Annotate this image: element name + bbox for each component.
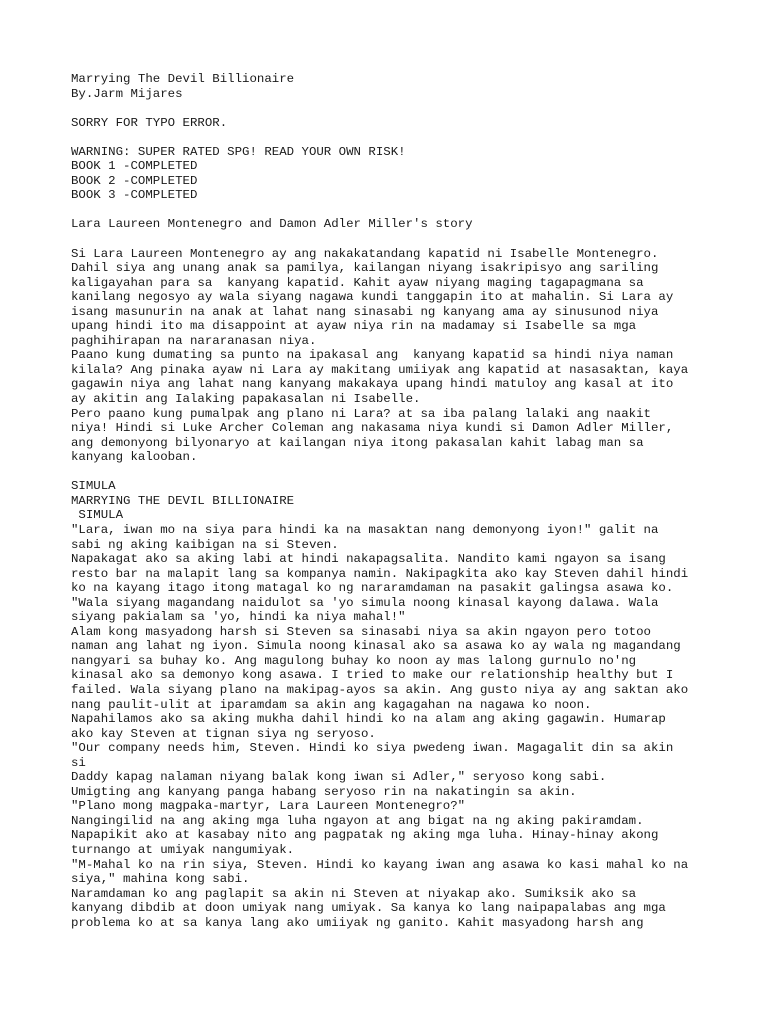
text-line: isang masunurin na anak at lahat nang sinasabi ng kanyang ama ay sinusunod niya xyxy=(71,304,659,319)
text-line: Dahil siya ang unang anak sa pamilya, kailangan niyang isakripisyo ang sariling xyxy=(71,261,659,276)
text-line: si xyxy=(71,755,86,770)
text-line: "Wala siyang magandang naidulot sa 'yo simula noong kinasal kayong dalawa. Wala xyxy=(71,595,659,610)
text-line: SIMULA xyxy=(71,479,116,494)
text-line: Pero paano kung pumalpak ang plano ni Lara? at sa iba palang lalaki ang naakit xyxy=(71,406,651,421)
text-line: By.Jarm Mijares xyxy=(71,86,183,101)
text-line: Naramdaman ko ang paglapit sa akin ni Steven at niyakap ako. Sumiksik ako sa xyxy=(71,886,637,901)
text-line: Si Lara Laureen Montenegro ay ang nakakatandang kapatid ni Isabelle Montenegro. xyxy=(71,246,659,261)
text-line: BOOK 3 -COMPLETED xyxy=(71,188,198,203)
text-line: kaligayahan para sa kanyang kapatid. Kahit ayaw niyang maging tagapagmana sa xyxy=(71,275,644,290)
text-line: Marrying The Devil Billionaire xyxy=(71,72,295,86)
text-line: Nangingilid na ang aking mga luha ngayon at ang bigat na ng aking pakiramdam. xyxy=(71,813,644,828)
text-line: BOOK 1 -COMPLETED xyxy=(71,159,198,174)
text-line: nang paulit-ulit at iparamdam sa akin ang kagagahan na nagawa ko noon. xyxy=(71,697,592,712)
blank-line xyxy=(71,232,711,247)
text-line: "Lara, iwan mo na siya para hindi ka na masaktan nang demonyong iyon!" galit na xyxy=(71,522,659,537)
text-line: siyang pakialam sa 'yo, hindi ka niya mahal!" xyxy=(71,610,406,625)
text-line: MARRYING THE DEVIL BILLIONAIRE xyxy=(71,493,295,508)
text-line: problema ko at sa kanya lang ako umiiyak ng ganito. Kahit masyadong harsh ang xyxy=(71,915,644,930)
text-line: niya! Hindi si Luke Archer Coleman ang nakasama niya kundi si Damon Adler Miller, xyxy=(71,421,674,436)
blank-line xyxy=(71,101,711,116)
text-line: ay akitin ang Ialaking papakasalan ni Isabelle. xyxy=(71,392,421,407)
blank-line xyxy=(71,465,711,480)
text-line: kanilang negosyo ay wala siyang nagawa kundi tanggapin ito at mahalin. Si Lara ay xyxy=(71,290,674,305)
text-line: "M-Mahal ko na rin siya, Steven. Hindi ko kayang iwan ang asawa ko kasi mahal ko na xyxy=(71,857,689,872)
blank-line xyxy=(71,203,711,218)
text-line: kinasal ako sa demonyo kong asawa. I tried to make our relationship healthy but I xyxy=(71,668,674,683)
text-line: nangyari sa buhay ko. Ang magulong buhay ko noon ay mas lalong gurnulo no'ng xyxy=(71,653,637,668)
text-line: Alam kong masyadong harsh si Steven sa sinasabi niya sa akin ngayon pero totoo xyxy=(71,624,651,639)
text-line: SORRY FOR TYPO ERROR. xyxy=(71,115,228,130)
blank-line xyxy=(71,130,711,145)
text-line: Daddy kapag nalaman niyang balak kong iwan si Adler," seryoso kong sabi. xyxy=(71,770,607,785)
text-line: ang demonyong bilyonaryo at kailangan niya itong pakasalan kahit labag man sa xyxy=(71,435,644,450)
text-line: upang hindi ito ma disappoint at ayaw niya rin na madamay si Isabelle sa mga xyxy=(71,319,637,334)
text-line: Umigting ang kanyang panga habang seryoso rin na nakatingin sa akin. xyxy=(71,784,577,799)
text-line: BOOK 2 -COMPLETED xyxy=(71,173,198,188)
text-line: "Our company needs him, Steven. Hindi ko siya pwedeng iwan. Magagalit din sa akin xyxy=(71,741,674,756)
text-line: "Plano mong magpaka-martyr, Lara Laureen Montenegro?" xyxy=(71,799,466,814)
text-line: SIMULA xyxy=(71,508,124,523)
text-line: ako kay Steven at tignan siya ng seryoso. xyxy=(71,726,376,741)
text-line: Paano kung dumating sa punto na ipakasal ang kanyang kapatid sa hindi niya naman xyxy=(71,348,674,363)
text-line: kanyang dibdib at doon umiyak nang umiyak. Sa kanya ko lang naipapalabas ang mga xyxy=(71,901,666,916)
text-line: siya," mahina kong sabi. xyxy=(71,872,250,887)
text-line: resto bar na malapit lang sa kompanya namin. Nakipagkita ako kay Steven dahil hindi xyxy=(71,566,689,581)
text-line: kanyang kalooban. xyxy=(71,450,198,465)
text-line: gagawin niya ang lahat nang kanyang makakaya upang hindi matuloy ang kasal at ito xyxy=(71,377,674,392)
text-line: Lara Laureen Montenegro and Damon Adler Miller's story xyxy=(71,217,473,232)
text-line: Napapikit ako at kasabay nito ang pagpatak ng aking mga luha. Hinay-hinay akong xyxy=(71,828,659,843)
text-line: naman ang lahat ng iyon. Simula noong kinasal ako sa asawa ko ay wala ng magandang xyxy=(71,639,681,654)
text-line: Napahilamos ako sa aking mukha dahil hindi ko na alam ang aking gagawin. Humarap xyxy=(71,712,666,727)
text-line: Napakagat ako sa aking labi at hindi nakapagsalita. Nandito kami ngayon sa isang xyxy=(71,552,666,567)
text-line: sabi ng aking kaibigan na si Steven. xyxy=(71,537,339,552)
text-line: WARNING: SUPER RATED SPG! READ YOUR OWN RISK! xyxy=(71,144,406,159)
text-line: paghihirapan na nararanasan niya. xyxy=(71,333,317,348)
text-line: ko na kayang itago itong matagal ko ng nararamdaman na pasakit galingsa asawa ko. xyxy=(71,581,674,596)
text-line: kilala? Ang pinaka ayaw ni Lara ay makitang umiiyak ang kapatid at nasasaktan, kaya xyxy=(71,362,689,377)
text-line: failed. Wala siyang plano na makipag-ayos sa akin. Ang gusto niya ay ang saktan ako xyxy=(71,682,689,697)
text-line: turnango at umiyak nangumiyak. xyxy=(71,842,295,857)
document-text xyxy=(71,72,711,930)
